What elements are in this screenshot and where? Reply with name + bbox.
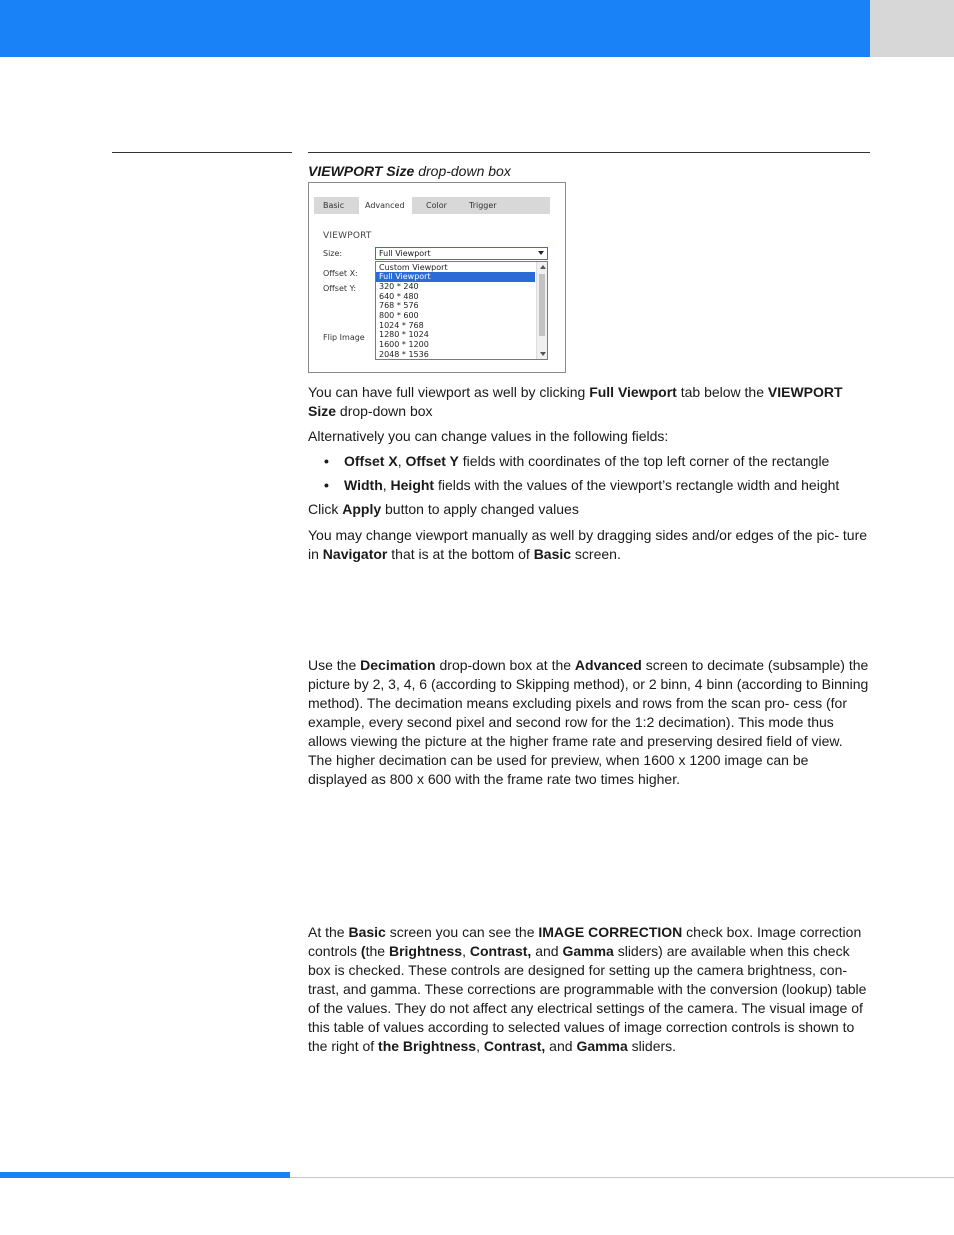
figure-tab-trigger[interactable]: Trigger bbox=[469, 201, 497, 210]
scroll-up-icon[interactable] bbox=[540, 265, 546, 269]
text-run: drop-down box bbox=[336, 403, 433, 419]
bold-run: Contrast, bbox=[469, 943, 532, 959]
bold-run: Brightness bbox=[388, 943, 463, 959]
bullet-dot: • bbox=[324, 453, 329, 469]
text-run: sliders) are available when this check box is checked. These controls are designed for setting up the camera brightness, con- trast, and gamma. These corrections are programmable with the conversion (lookup) table of the values. They do not affect any electrical settings of the camera. The visual image of this table of values according to selected values of image correction controls is shown to the right of bbox=[308, 943, 867, 1054]
option-640x480[interactable]: 640 * 480 bbox=[379, 292, 419, 301]
viewport-paragraph-1 bbox=[308, 383, 870, 421]
text-run: drop-down box at the bbox=[435, 657, 575, 673]
option-custom-viewport[interactable]: Custom Viewport bbox=[379, 263, 448, 272]
header-bar bbox=[0, 0, 870, 57]
viewport-size-value: Full Viewport bbox=[379, 249, 431, 258]
text-run: sliders. bbox=[627, 1038, 677, 1054]
bold-run: VIEWPORT Size bbox=[308, 384, 843, 419]
image-correction-paragraph bbox=[308, 923, 870, 1056]
viewport-screenshot bbox=[308, 182, 566, 373]
text-run: screen you can see the bbox=[385, 924, 539, 940]
caption-text: drop-down box bbox=[414, 163, 511, 179]
text-run: the bbox=[365, 943, 389, 959]
option-1280x1024[interactable]: 1280 * 1024 bbox=[379, 330, 429, 339]
option-2048x1536[interactable]: 2048 * 1536 bbox=[379, 350, 429, 359]
bold-run: IMAGE CORRECTION bbox=[538, 924, 683, 940]
bold-run: Gamma bbox=[562, 943, 614, 959]
section-rule bbox=[308, 152, 870, 153]
bold-run: Contrast, bbox=[483, 1038, 546, 1054]
text-run: , bbox=[462, 943, 470, 959]
text-run: Alternatively you can change values in the following fields: bbox=[308, 428, 669, 444]
bold-run: Width bbox=[344, 477, 383, 493]
chevron-down-icon bbox=[538, 251, 544, 255]
decimation-paragraph bbox=[308, 656, 870, 789]
text-run: that is at the bottom of bbox=[387, 546, 534, 562]
option-768x576[interactable]: 768 * 576 bbox=[379, 301, 419, 310]
figure-flip-label: Flip Image bbox=[323, 333, 365, 342]
bold-run: Basic bbox=[348, 924, 386, 940]
text-run: and bbox=[531, 943, 563, 959]
text-run: button to apply changed values bbox=[381, 501, 579, 517]
text-run: At the bbox=[308, 924, 349, 940]
text-run: You can have full viewport as well by clicking bbox=[308, 384, 590, 400]
option-full-viewport[interactable]: Full Viewport bbox=[376, 272, 535, 282]
figure-offset-y-label: Offset Y: bbox=[323, 284, 357, 293]
figure-caption bbox=[308, 163, 511, 179]
text-run: You may change viewport manually as well by dragging sides and/or edges of the pic- ture in bbox=[308, 527, 868, 562]
figure-tab-color[interactable]: Color bbox=[426, 201, 447, 210]
text-run: and bbox=[545, 1038, 577, 1054]
figure-size-label: Size: bbox=[323, 249, 343, 258]
figure-offset-x-label: Offset X: bbox=[323, 269, 358, 278]
text-run: fields with the values of the viewport’s rectangle width and height bbox=[434, 477, 840, 493]
bold-run: Navigator bbox=[322, 546, 388, 562]
viewport-paragraph-4 bbox=[308, 526, 870, 564]
option-800x600[interactable]: 800 * 600 bbox=[379, 311, 419, 320]
options-scrollbar[interactable] bbox=[536, 262, 547, 359]
figure-tab-strip bbox=[314, 197, 550, 214]
viewport-paragraph-2 bbox=[308, 427, 870, 446]
bold-run: Basic bbox=[533, 546, 572, 562]
bold-run: Full Viewport bbox=[589, 384, 677, 400]
figure-section-label: VIEWPORT bbox=[323, 231, 372, 241]
viewport-size-options bbox=[375, 261, 548, 360]
bold-run: Decimation bbox=[360, 657, 436, 673]
bullet-offset-text bbox=[344, 452, 829, 471]
header-tab bbox=[870, 0, 954, 57]
bullet-size-text bbox=[344, 476, 839, 495]
bold-run: Advanced bbox=[574, 657, 642, 673]
option-1600x1200[interactable]: 1600 * 1200 bbox=[379, 340, 429, 349]
text-run: fields with coordinates of the top left corner of the rectangle bbox=[458, 453, 830, 469]
option-320x240[interactable]: 320 * 240 bbox=[379, 282, 419, 291]
viewport-size-select[interactable] bbox=[375, 247, 548, 260]
left-rule bbox=[112, 152, 292, 153]
text-run: Use the bbox=[308, 657, 361, 673]
text-run: Click bbox=[308, 501, 343, 517]
text-run: screen. bbox=[571, 546, 621, 562]
text-run: check box. Image correction controls bbox=[308, 924, 862, 959]
bold-run: Apply bbox=[342, 501, 382, 517]
scroll-down-icon[interactable] bbox=[540, 352, 546, 356]
text-run: , bbox=[476, 1038, 484, 1054]
text-run: , bbox=[382, 477, 391, 493]
text-run: screen to decimate (subsample) the picture by 2, 3, 4, 6 (according to Skipping method), or 2 binn, 4 binn (according to Binning method). The decimation means excluding pixels and rows from the scan pro- cess (for example, every second pixel and second row for the 1:2 decimation). This mode thus allows viewing the picture at the higher frame rate and preserving desired field of view. The higher decimation can be used for preview, when 1600 x 1200 image can be displayed as 800 x 600 with the frame rate two times higher. bbox=[308, 657, 869, 787]
bold-run: Height bbox=[390, 477, 435, 493]
bold-run: Offset X bbox=[344, 453, 398, 469]
text-run: , bbox=[397, 453, 406, 469]
figure-tab-basic[interactable]: Basic bbox=[323, 201, 345, 210]
footer-rule bbox=[290, 1177, 954, 1178]
caption-bold: VIEWPORT Size bbox=[308, 163, 415, 179]
scroll-thumb[interactable] bbox=[539, 274, 545, 336]
bold-run: the Brightness bbox=[378, 1038, 477, 1054]
text-run: tab below the bbox=[676, 384, 768, 400]
footer-accent-bar bbox=[0, 1172, 290, 1178]
bold-run: ( bbox=[360, 943, 366, 959]
bullet-dot: • bbox=[324, 477, 329, 493]
bold-run: Offset Y bbox=[405, 453, 459, 469]
option-1024x768[interactable]: 1024 * 768 bbox=[379, 321, 424, 330]
figure-tab-advanced[interactable]: Advanced bbox=[359, 197, 412, 215]
bold-run: Gamma bbox=[576, 1038, 628, 1054]
viewport-paragraph-3 bbox=[308, 500, 870, 519]
